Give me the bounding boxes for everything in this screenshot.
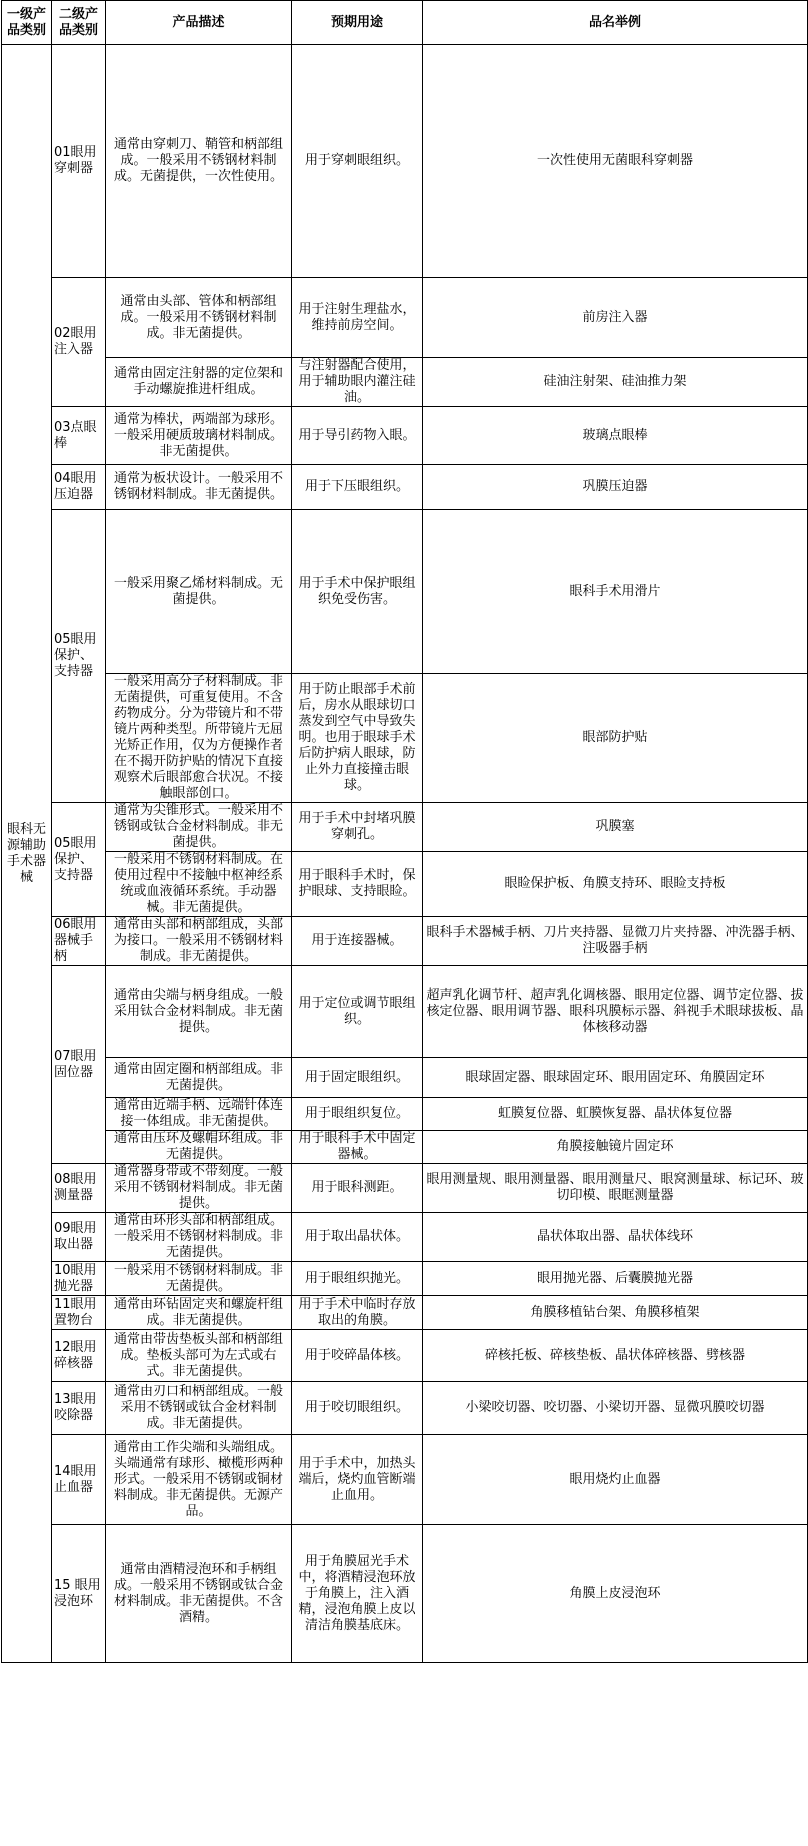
table-row [2, 674, 808, 803]
use-cell: 用于注射生理盐水，维持前房空间。 [292, 278, 423, 358]
description-cell: 通常为尖锥形式。一般采用不锈钢或钛合金材料制成。非无菌提供。 [106, 803, 292, 852]
classification-table [1, 0, 808, 1663]
description-cell: 通常由压环及螺帽环组成。非无菌提供。 [106, 1131, 292, 1164]
examples-cell: 碎核托板、碎核垫板、晶状体碎核器、劈核器 [423, 1330, 808, 1382]
subcategory-cell: 04眼用压迫器 [52, 465, 106, 510]
subcategory-cell: 03点眼棒 [52, 407, 106, 465]
table-row [2, 407, 808, 465]
description-cell: 通常由刃口和柄部组成。一般采用不锈钢或钛合金材料制成。非无菌提供。 [106, 1382, 292, 1435]
table-row [2, 917, 808, 966]
examples-cell: 超声乳化调节杆、超声乳化调核器、眼用定位器、调节定位器、拔核定位器、眼用调节器、眼科巩膜标示器、斜视手术眼球拔板、晶体核移动器 [423, 966, 808, 1058]
use-cell: 用于手术中封堵巩膜穿刺孔。 [292, 803, 423, 852]
table-row [2, 1058, 808, 1098]
description-cell: 通常由酒精浸泡环和手柄组成。一般采用不锈钢或钛合金材料制成。非无菌提供。不含酒精。 [106, 1525, 292, 1663]
use-cell: 用于眼科手术时，保护眼球、支持眼睑。 [292, 852, 423, 917]
examples-cell: 眼用烧灼止血器 [423, 1435, 808, 1525]
subcategory-cell: 14眼用止血器 [52, 1435, 106, 1525]
examples-cell: 虹膜复位器、虹膜恢复器、晶状体复位器 [423, 1098, 808, 1131]
examples-cell: 眼球固定器、眼球固定环、眼用固定环、角膜固定环 [423, 1058, 808, 1098]
table-row [2, 1330, 808, 1382]
examples-cell: 玻璃点眼棒 [423, 407, 808, 465]
use-cell: 用于防止眼部手术前后，房水从眼球切口蒸发到空气中导致失明。也用于眼球手术后防护病人眼球，防止外力直接撞击眼球。 [292, 674, 423, 803]
examples-cell: 眼科手术器械手柄、刀片夹持器、显微刀片夹持器、冲洗器手柄、注吸器手柄 [423, 917, 808, 966]
table-row [2, 1382, 808, 1435]
examples-cell: 眼部防护贴 [423, 674, 808, 803]
use-cell: 用于固定眼组织。 [292, 1058, 423, 1098]
header-level1: 一级产品类别 [2, 1, 52, 45]
table-row [2, 1525, 808, 1663]
table-row [2, 1098, 808, 1131]
use-cell: 用于连接器械。 [292, 917, 423, 966]
use-cell: 用于咬碎晶体核。 [292, 1330, 423, 1382]
use-cell: 用于眼组织抛光。 [292, 1262, 423, 1296]
use-cell: 用于咬切眼组织。 [292, 1382, 423, 1435]
subcategory-cell: 05眼用保护、支持器 [52, 510, 106, 803]
description-cell: 通常由工作尖端和头端组成。头端通常有球形、橄榄形两种形式。一般采用不锈钢或铜材料制成。非无菌提供。无源产品。 [106, 1435, 292, 1525]
use-cell: 与注射器配合使用，用于辅助眼内灌注硅油。 [292, 358, 423, 407]
subcategory-cell: 09眼用取出器 [52, 1213, 106, 1262]
subcategory-cell: 06眼用器械手柄 [52, 917, 106, 966]
examples-cell: 眼用测量规、眼用测量器、眼用测量尺、眼窝测量球、标记环、玻切印模、眼眶测量器 [423, 1164, 808, 1213]
description-cell: 通常由环钻固定夹和螺旋杆组成。非无菌提供。 [106, 1296, 292, 1330]
description-cell: 通常由穿刺刀、鞘管和柄部组成。一般采用不锈钢材料制成。无菌提供，一次性使用。 [106, 45, 292, 278]
examples-cell: 晶状体取出器、晶状体线环 [423, 1213, 808, 1262]
header-description: 产品描述 [106, 1, 292, 45]
subcategory-cell: 08眼用测量器 [52, 1164, 106, 1213]
examples-cell: 眼用抛光器、后囊膜抛光器 [423, 1262, 808, 1296]
table-row [2, 966, 808, 1058]
subcategory-cell: 07眼用固位器 [52, 966, 106, 1164]
subcategory-cell: 10眼用抛光器 [52, 1262, 106, 1296]
use-cell: 用于取出晶状体。 [292, 1213, 423, 1262]
examples-cell: 硅油注射架、硅油推力架 [423, 358, 808, 407]
use-cell: 用于手术中保护眼组织免受伤害。 [292, 510, 423, 674]
description-cell: 一般采用不锈钢材料制成。在使用过程中不接触中枢神经系统或血液循环系统。手动器械。非无菌提供。 [106, 852, 292, 917]
examples-cell: 一次性使用无菌眼科穿刺器 [423, 45, 808, 278]
description-cell: 通常由带齿垫板头部和柄部组成。垫板头部可为左式或右式。非无菌提供。 [106, 1330, 292, 1382]
table-row [2, 1131, 808, 1164]
category-cell: 眼科无源辅助手术器械 [2, 45, 52, 1663]
examples-cell: 巩膜塞 [423, 803, 808, 852]
table-row [2, 1213, 808, 1262]
examples-cell: 角膜上皮浸泡环 [423, 1525, 808, 1663]
description-cell: 通常由尖端与柄身组成。一般采用钛合金材料制成。非无菌提供。 [106, 966, 292, 1058]
description-cell: 通常由固定圈和柄部组成。非无菌提供。 [106, 1058, 292, 1098]
description-cell: 一般采用聚乙烯材料制成。无菌提供。 [106, 510, 292, 674]
use-cell: 用于角膜屈光手术中，将酒精浸泡环放于角膜上，注入酒精，浸泡角膜上皮以清洁角膜基底床。 [292, 1525, 423, 1663]
examples-cell: 眼科手术用滑片 [423, 510, 808, 674]
subcategory-cell: 01眼用穿刺器 [52, 45, 106, 278]
description-cell: 通常由头部和柄部组成，头部为接口。一般采用不锈钢材料制成。非无菌提供。 [106, 917, 292, 966]
description-cell: 通常为板状设计。一般采用不锈钢材料制成。非无菌提供。 [106, 465, 292, 510]
table-body [2, 45, 808, 1663]
table-row [2, 803, 808, 852]
subcategory-cell: 15 眼用浸泡环 [52, 1525, 106, 1663]
table-row [2, 852, 808, 917]
table-row [2, 465, 808, 510]
examples-cell: 角膜接触镜片固定环 [423, 1131, 808, 1164]
description-cell: 通常由近端手柄、远端针体连接一体组成。非无菌提供。 [106, 1098, 292, 1131]
table-row [2, 45, 808, 278]
use-cell: 用于手术中，加热头端后，烧灼血管断端止血用。 [292, 1435, 423, 1525]
description-cell: 通常由环形头部和柄部组成。一般采用不锈钢材料制成。非无菌提供。 [106, 1213, 292, 1262]
table-row [2, 358, 808, 407]
examples-cell: 前房注入器 [423, 278, 808, 358]
subcategory-cell: 13眼用咬除器 [52, 1382, 106, 1435]
subcategory-cell: 12眼用碎核器 [52, 1330, 106, 1382]
description-cell: 通常为棒状，两端部为球形。一般采用硬质玻璃材料制成。非无菌提供。 [106, 407, 292, 465]
use-cell: 用于眼科测距。 [292, 1164, 423, 1213]
examples-cell: 角膜移植钻台架、角膜移植架 [423, 1296, 808, 1330]
table-row [2, 1296, 808, 1330]
examples-cell: 眼睑保护板、角膜支持环、眼睑支持板 [423, 852, 808, 917]
description-cell: 一般采用不锈钢材料制成。非无菌提供。 [106, 1262, 292, 1296]
subcategory-cell: 02眼用注入器 [52, 278, 106, 407]
header-level2: 二级产品类别 [52, 1, 106, 45]
use-cell: 用于眼科手术中固定器械。 [292, 1131, 423, 1164]
table-row [2, 1435, 808, 1525]
header-examples: 品名举例 [423, 1, 808, 45]
table-row [2, 278, 808, 358]
subcategory-cell: 05眼用保护、支持器 [52, 803, 106, 917]
table-row [2, 1164, 808, 1213]
description-cell: 通常由固定注射器的定位架和手动螺旋推进杆组成。 [106, 358, 292, 407]
use-cell: 用于手术中临时存放取出的角膜。 [292, 1296, 423, 1330]
examples-cell: 巩膜压迫器 [423, 465, 808, 510]
table-row [2, 1262, 808, 1296]
subcategory-cell: 11眼用置物台 [52, 1296, 106, 1330]
use-cell: 用于定位或调节眼组织。 [292, 966, 423, 1058]
header-intended-use: 预期用途 [292, 1, 423, 45]
use-cell: 用于穿刺眼组织。 [292, 45, 423, 278]
table-row [2, 510, 808, 674]
description-cell: 通常由头部、管体和柄部组成。一般采用不锈钢材料制成。非无菌提供。 [106, 278, 292, 358]
use-cell: 用于眼组织复位。 [292, 1098, 423, 1131]
examples-cell: 小梁咬切器、咬切器、小梁切开器、显微巩膜咬切器 [423, 1382, 808, 1435]
use-cell: 用于下压眼组织。 [292, 465, 423, 510]
use-cell: 用于导引药物入眼。 [292, 407, 423, 465]
description-cell: 一般采用高分子材料制成。非无菌提供，可重复使用。不含药物成分。分为带镜片和不带镜片两种类型。所带镜片无屈光矫正作用，仅为方便操作者在不揭开防护贴的情况下直接观察术后眼部愈合状况。不接触眼部创口。 [106, 674, 292, 803]
header-row [2, 1, 808, 45]
description-cell: 通常器身带或不带刻度。一般采用不锈钢材料制成。非无菌提供。 [106, 1164, 292, 1213]
